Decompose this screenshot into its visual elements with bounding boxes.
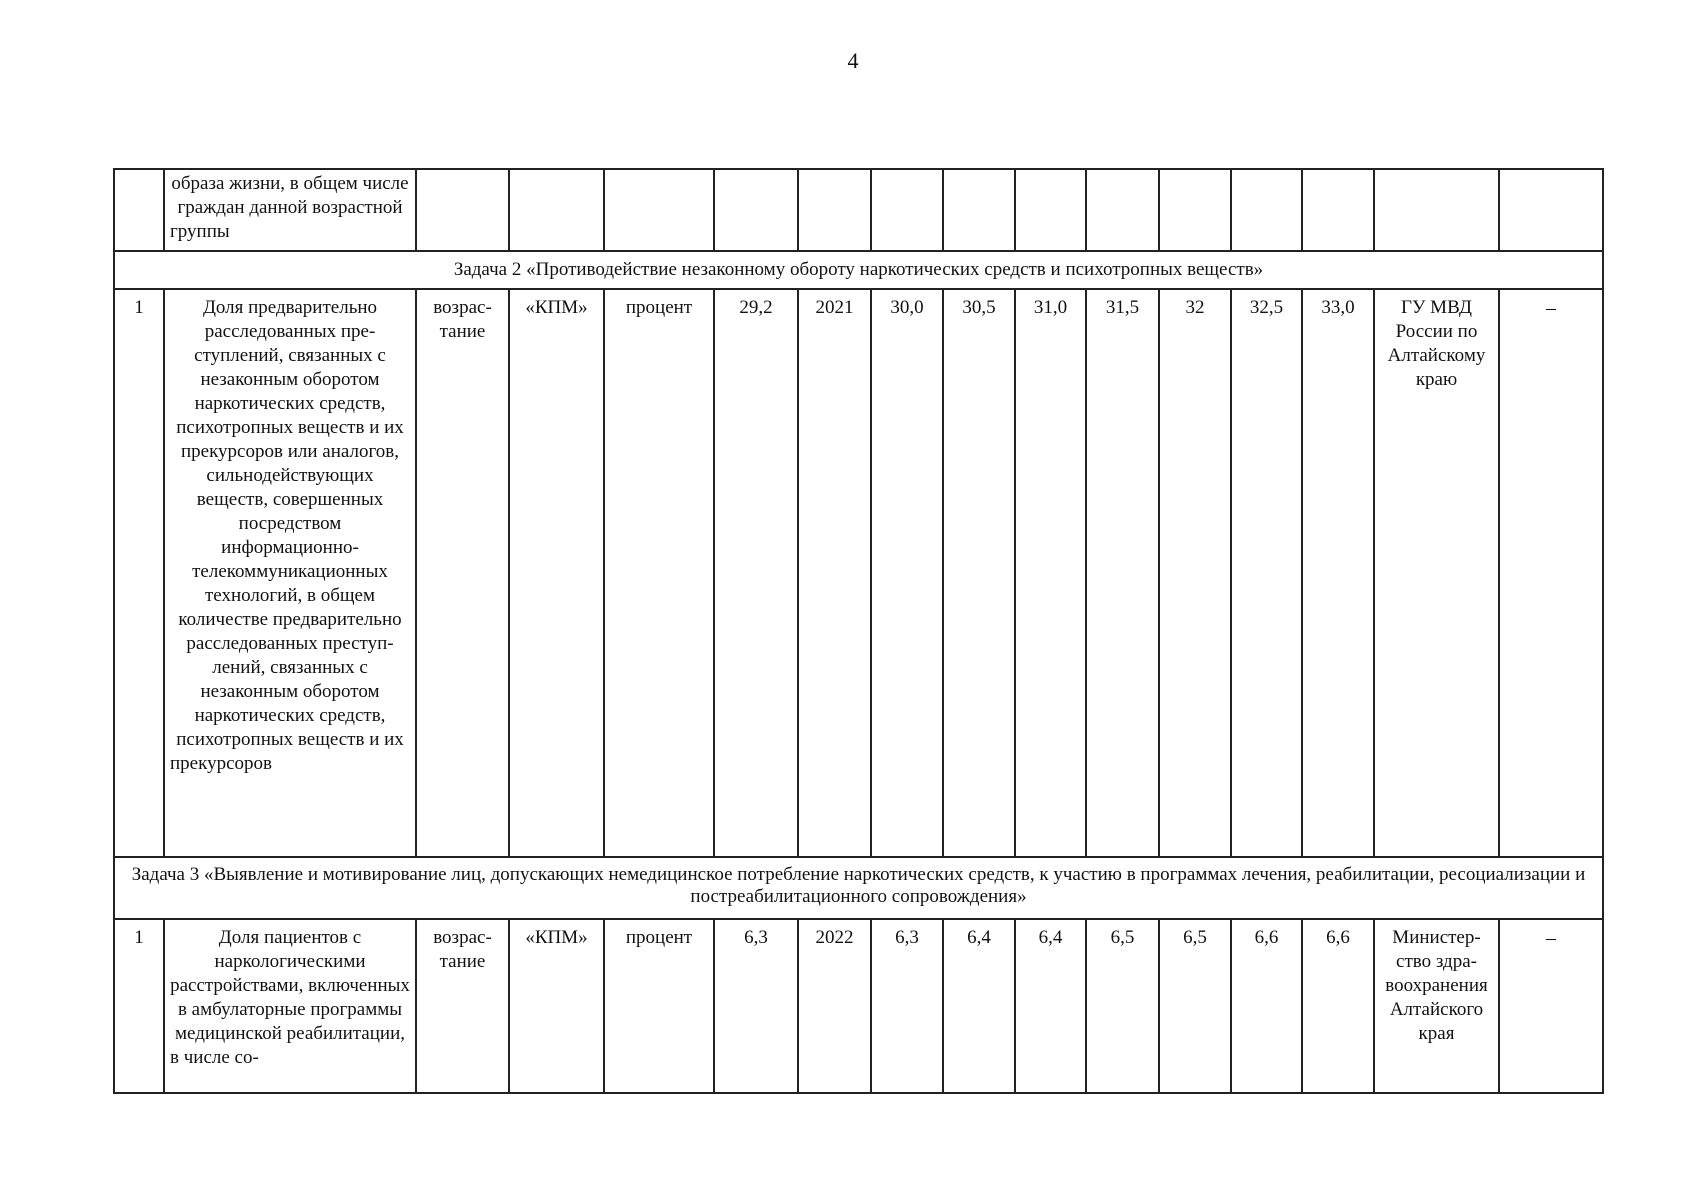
cell-base-year: 2022: [798, 919, 871, 1093]
section-title: Задача 2 «Противодействие незаконному обороту наркотических средств и психотропных веществ»: [114, 251, 1603, 289]
cell-description: образа жизни, в общем числе граждан данной возрастной группы: [164, 169, 416, 251]
cell-unit: процент: [604, 289, 714, 857]
section-title: Задача 3 «Выявление и мотивирование лиц, допускающих немедицинское потребление наркотических средств, к участию в программах лечения, реабилитации, ресоциализации и постреабилитационного сопровождения»: [114, 857, 1603, 919]
cell-description: Доля пациентов с наркологическими расстройствами, включенных в амбулаторные программы медицинской реабилитации, в числе со-: [164, 919, 416, 1093]
cell-type: «КПМ»: [509, 919, 604, 1093]
section-header-row: [114, 857, 1603, 919]
page-number: 4: [847, 48, 859, 73]
cell-value: 6,5: [1086, 919, 1159, 1093]
cell-responsible: ГУ МВД России по Алтайскому краю: [1374, 289, 1499, 857]
cell-value: 31,0: [1015, 289, 1086, 857]
cell-base-year: 2021: [798, 289, 871, 857]
indicators-table: [113, 168, 1604, 1094]
cell-unit: процент: [604, 919, 714, 1093]
cell-value: 32: [1159, 289, 1231, 857]
cell-num: 1: [114, 289, 164, 857]
cell-type: «КПМ»: [509, 289, 604, 857]
cell-value: 6,6: [1302, 919, 1374, 1093]
cell-trend: возрастание: [416, 289, 509, 857]
cell-trend: возрастание: [416, 919, 509, 1093]
cell-note: –: [1499, 289, 1603, 857]
cell-responsible: Министерство здравоохранения Алтайского края: [1374, 919, 1499, 1093]
cell-num: [114, 169, 164, 251]
cell-num: 1: [114, 919, 164, 1093]
cell-value: 32,5: [1231, 289, 1302, 857]
cell-base-value: 6,3: [714, 919, 798, 1093]
table-row: [114, 919, 1603, 1093]
cell-value: 30,0: [871, 289, 943, 857]
cell-value: 6,3: [871, 919, 943, 1093]
cell-value: 6,6: [1231, 919, 1302, 1093]
cell-value: 30,5: [943, 289, 1015, 857]
cell-value: 31,5: [1086, 289, 1159, 857]
table-row: [114, 289, 1603, 857]
table-row-continuation: [114, 169, 1603, 251]
cell-value: 6,4: [943, 919, 1015, 1093]
cell-value: 6,4: [1015, 919, 1086, 1093]
cell-description: Доля предварительно расследованных преступлений, связанных с незаконным оборотом наркотических средств, психотропных веществ и их прекурсоров или аналогов, сильнодействующих веществ, совершенных посредством информационно-телекоммуникационных технологий, в общем количестве предварительно расследованных преступлений, связанных с незаконным оборотом наркотических средств, психотропных веществ и их прекурсоров: [164, 289, 416, 857]
cell-value: 33,0: [1302, 289, 1374, 857]
cell-base-value: 29,2: [714, 289, 798, 857]
cell-value: 6,5: [1159, 919, 1231, 1093]
cell-note: –: [1499, 919, 1603, 1093]
section-header-row: [114, 251, 1603, 289]
